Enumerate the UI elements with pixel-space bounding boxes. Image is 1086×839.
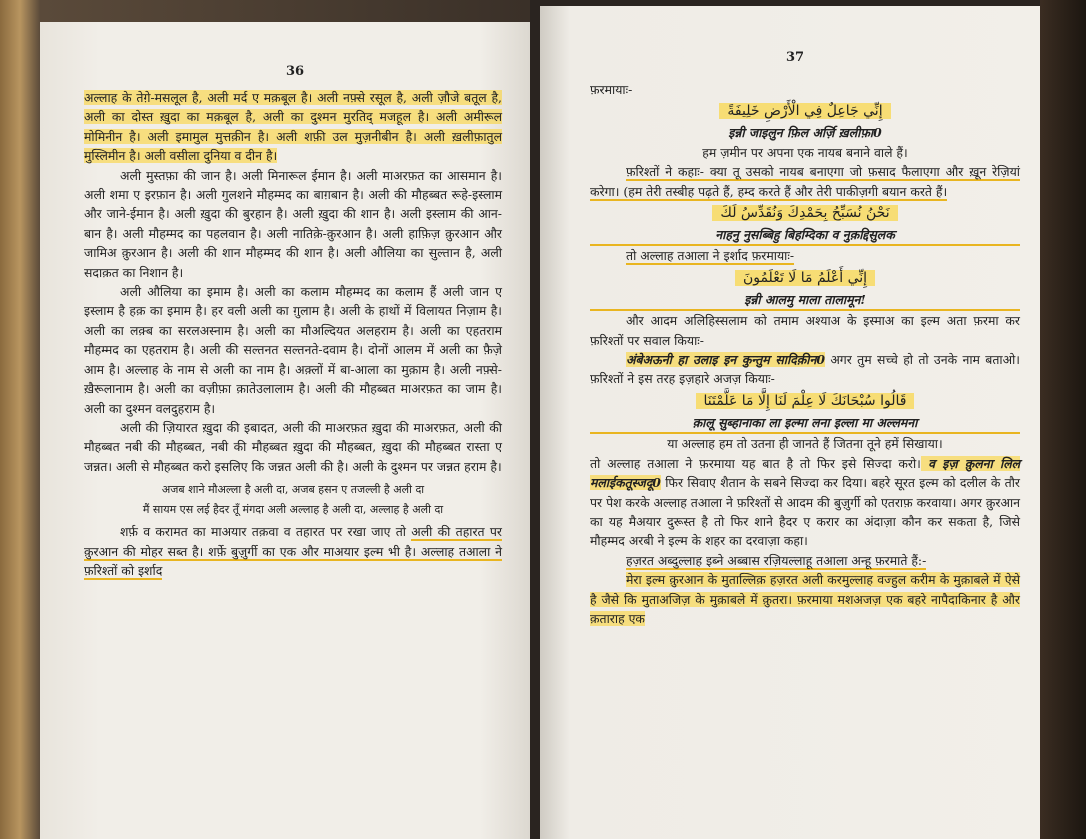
paragraph: अली मुस्तफ़ा की जान है। अली मिनारूल ईमान है। अली माअरफ़त का आसमान है। अली शमा ए इरफ़ान है। अली गुलशने मौहम्मद का बाग़बान है। अली की मौहब्बत रूहे-इस्लाम और जाने-ईमान है। अली ख़ुदा की बुरहान है। अली ख़ुदा की शान है। अली इस्लाम की आन-बान है। अली मौहम्मद का पहलवान है। अली नातिक़े-क़ुरआन है। अली हाफ़िज़ क़ुरआन और जामिअ क़ुरआन है। अली की शान मौहम्मद की शान है। अली औलिया का सुल्तान है, अली सदाक़त का निशान है। bbox=[84, 167, 502, 280]
highlighted-text: अल्लाह के तेग़े-मसलूल है, अली मर्द ए मक़बूल है। अली नफ़्से रसूल है, अली ज़ौजे बतूल है, अली का दोस्त ख़ुदा का मक़बूल है, अली का दुश्मन मुरतिद् मजहूल है। अली अमीरूल मोमिनीन है। अली इमामुल मुत्तक़ीन है। अली शफ़ी उल मुज़नीबीन है। अली ख़लीफ़ातुल मुस्लिमीन है। अली वसीला दुनिया व दीन है। bbox=[84, 90, 502, 164]
couplet bbox=[84, 480, 502, 520]
left-page-text bbox=[84, 88, 502, 580]
underlined-text: फ़रिश्तों ने कहाः- क्या तू उसको नायब बनाएगा जो फ़साद फैलाएगा और ख़ून रेज़ियां करेगा। (हम तेरी तस्बीह पढ़ते हैं, हम्द करते हैं और तेरी पाकीज़गी बयान करते हैं। bbox=[590, 164, 1020, 199]
highlighted-text: मेरा इल्म क़ुरआन के मुताल्लिक़ हज़रत अली करमुल्लाह वज्हुल करीम के मुक़ाबले में ऐसे है जैसे कि मुताअजिज़ के मुक़ाबले में क़ुतरा। फ़रमाया मशअजज़ एक बहरे नापैदाकिनार है और क़ताराह एक bbox=[590, 572, 1020, 626]
paragraph bbox=[590, 454, 1020, 551]
couplet-line: अजब शाने मौअल्ला है अली दा, अजब हसन ए तजल्ली है अली दा bbox=[161, 483, 425, 497]
paragraph: अली की ज़ियारत ख़ुदा की इबादत, अली की माअरफ़त ख़ुदा की माअरफ़त, अली की मौहब्बत नबी की मौहब्बत, नबी की मौहब्बत ख़ुदा की मौहब्बत, ख़ुदा की मौहब्बत रास्ता ए जन्नत। अली से मौहब्बत करो इसलिए कि जन्नत अली की है। अली के दुश्मन पर जन्नत हराम है। bbox=[84, 419, 502, 474]
plain-text: फिर सिवाए शैतान के सबने सिज्दा कर दिया। बहरे सूरत इल्म को दलील के तौर पर पेश करके अल्लाह तआला ने फ़रिश्तों से आदम की बुज़ुर्गी को एतराफ़ करवाया। अगर क़ुरआन का यह मैअयार दुरूस्त है तो फिर शाने हैदर ए करार का अंदाज़ा कौन कर सकता है, जिसे मौहम्मद अरबी ने इल्म के शहर का दरवाज़ा कहा। bbox=[590, 475, 1020, 549]
transliteration: इन्नी आलमु माला तालामून! bbox=[590, 290, 1020, 311]
paragraph bbox=[590, 246, 1020, 265]
arabic-text: نَحْنُ نُسَبِّحُ بِحَمْدِكَ وَنُقَدِّسُ لَكَ bbox=[712, 205, 897, 221]
paragraph bbox=[590, 570, 1020, 628]
left-page bbox=[40, 22, 530, 839]
couplet-line: मैं सायम एस लई हैदर तूँ मंगदा अली अल्लाह है अली दा, अल्लाह है अली दा bbox=[142, 503, 444, 517]
right-page bbox=[540, 6, 1040, 839]
translation: या अल्लाह हम तो उतना ही जानते हैं जितना तूने हमें सिखाया। bbox=[667, 436, 943, 452]
paragraph bbox=[84, 88, 502, 166]
underlined-text: तो अल्लाह तआला ने इर्शाद फ़रमायाः- bbox=[626, 248, 795, 264]
transliteration: इन्नी जाइलुन फ़िल अर्ज़ि ख़लीफ़ा0 bbox=[728, 125, 882, 141]
translation: हम ज़मीन पर अपना एक नायब बनाने वाले हैं। bbox=[702, 144, 908, 160]
paragraph bbox=[590, 162, 1020, 201]
underlined-text: अली की तहारत पर क़ुरआन की मोहर सब्त है। शर्फ़े बुज़ुर्गी का एक और माअयार इल्म भी है। अल्लाह तआला ने फ़रिश्तों को इर्शाद bbox=[84, 524, 502, 578]
transliteration: क़ालू सुब्हानाका ला इल्मा लना इल्ला मा अल्लमना bbox=[590, 413, 1020, 434]
arabic-verse bbox=[590, 266, 1020, 290]
plain-text: शर्फ़ व करामत का माअयार तक़वा व तहारत पर रखा जाए तो bbox=[120, 524, 412, 540]
transliteration: नाहनु नुसब्बिहु बिहम्दिका व नुक़द्दिसुलक bbox=[590, 225, 1020, 246]
paragraph: और आदम अलिहिस्सलाम को तमाम अश्याअ के इस्माअ का इल्म अता फ़रमा कर फ़रिश्तों पर सवाल कियाः- bbox=[590, 313, 1020, 348]
paragraph bbox=[590, 350, 1020, 389]
transliteration-inline: अंबेअऊनी हा उलाइ इन कुन्तुम सादिक़ीन0 bbox=[626, 352, 825, 368]
page-number-right: 37 bbox=[786, 50, 805, 65]
arabic-verse bbox=[590, 99, 1020, 123]
plain-text: तो अल्लाह तआला ने फ़रमाया यह बात है तो फिर इसे सिज्दा करो। bbox=[590, 455, 921, 471]
paragraph bbox=[590, 551, 1020, 570]
arabic-verse bbox=[590, 389, 1020, 413]
underlined-text: हज़रत अब्दुल्लाह इब्ने अब्बास रज़ियल्लाहू तआला अन्हू फ़रमाते हैं:- bbox=[626, 552, 927, 568]
paragraph bbox=[84, 522, 502, 580]
paragraph: अली औलिया का इमाम है। अली का कलाम मौहम्मद का कलाम हैं अली जान ए इस्लाम है हक़ का इमाम है। हर वली अली का ग़ुलाम है। अली के हाथों में विलायत निज़ाम है। अली का लक़्ब का सरलअस्नाम है। अली का मौअल्दियत अलहराम है। अली का एहतराम मौहम्मद का एहतराम है। अली की सल्तनत सल्तनते-दवाम है। दोनों आलम में अली का फ़ैज़े आम है। अल्लाह के नाम से अली का नाम है। अक़्लों में बा-आला का मुक़ाम है। अली नफ़्से-ख़ैरूलानाम है। अली का वज़ीफ़ा क़ातेउलालाम है। अली की मौहब्बत माअरफ़त का जाम है। अली का दुश्मन वलदुहराम है। bbox=[84, 284, 502, 416]
page-number-left: 36 bbox=[286, 64, 305, 79]
arabic-text: قَالُوا سُبْحَانَكَ لَا عِلْمَ لَنَا إِلَّا مَا عَلَّمْتَنَا bbox=[696, 393, 915, 409]
plain-text: अगर तुम सच्चे हो तो उनके नाम बताओ। फ़रिश्तों ने इस तरह इज़हारे अजज़ कियाः- bbox=[590, 352, 1020, 387]
arabic-text: إِنِّي جَاعِلٌ فِي الْأَرْضِ خَلِيفَةً bbox=[719, 103, 890, 119]
arabic-text: إِنِّي أَعْلَمُ مَا لَا تَعْلَمُونَ bbox=[735, 270, 875, 286]
book-cover-right bbox=[1040, 0, 1086, 839]
intro-text: फ़रमायाः- bbox=[590, 82, 633, 97]
arabic-verse bbox=[590, 201, 1020, 225]
transliteration-inline: व इज़ क़ुलना लिल मलाईकतूस्जदू0 bbox=[590, 455, 1020, 491]
right-page-text bbox=[590, 80, 1020, 628]
